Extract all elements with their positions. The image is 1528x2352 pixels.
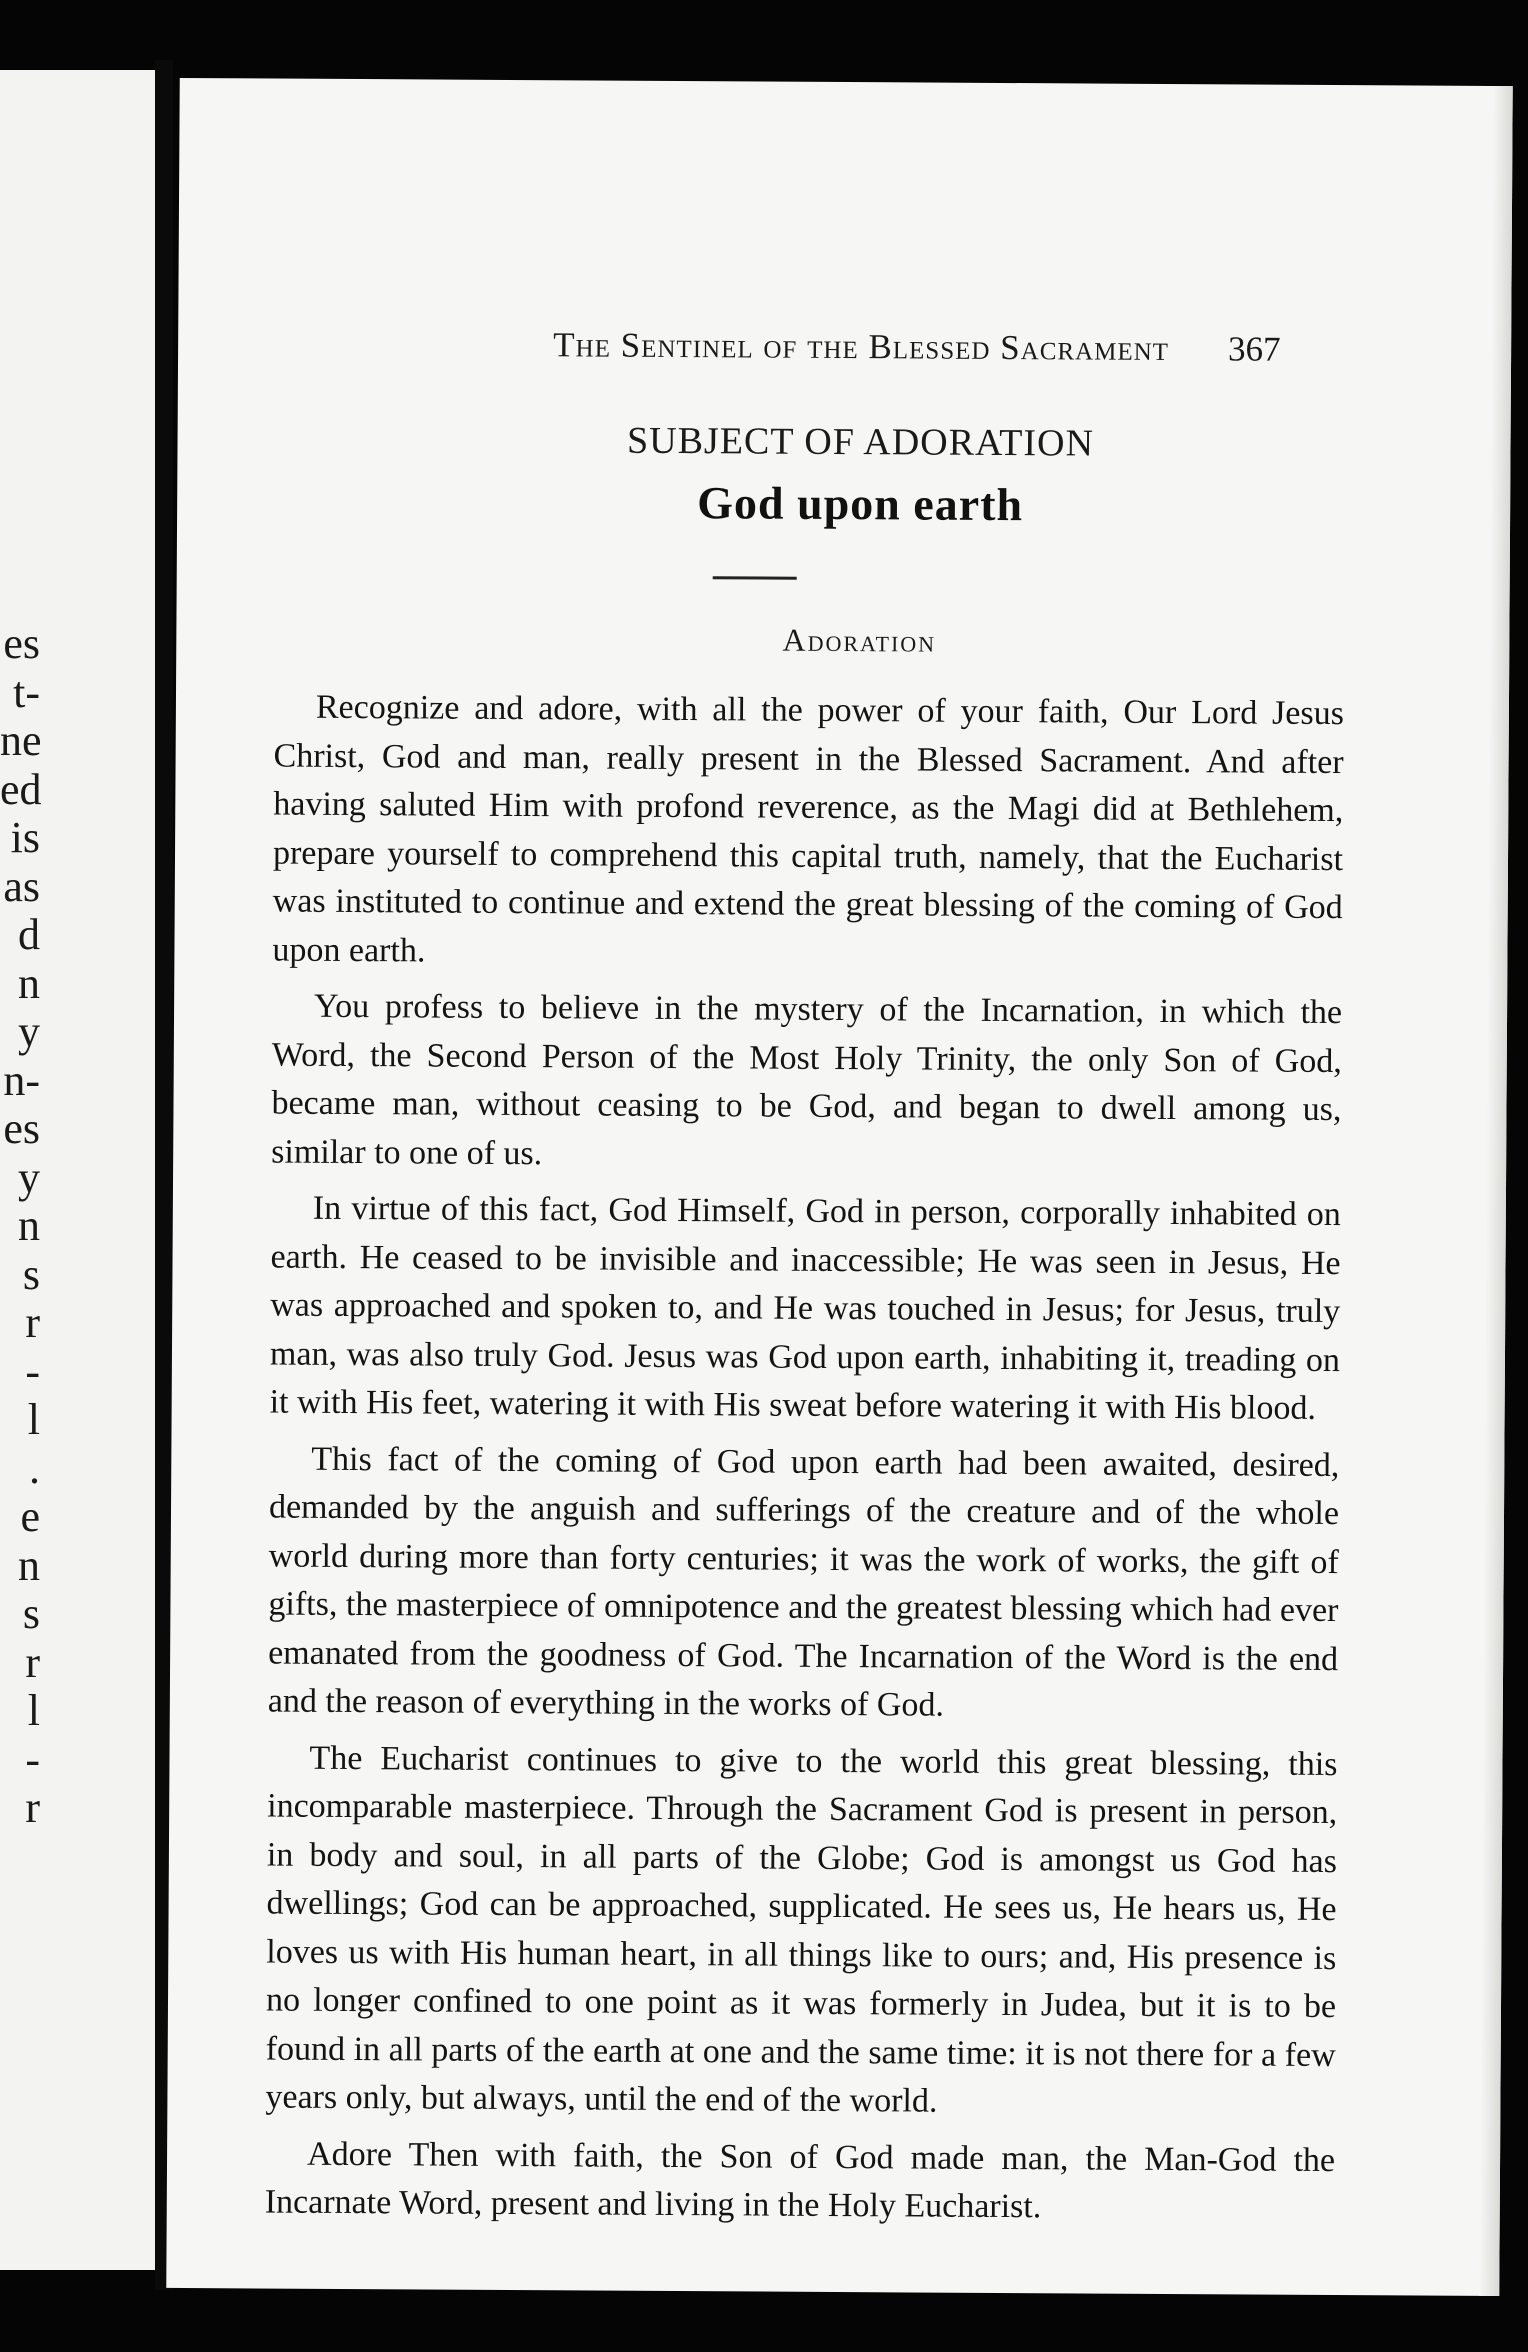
left-fragment: is [10,813,40,862]
left-fragment: n [18,1540,40,1590]
body-text [265,684,1344,2242]
section-heading: Adoration [782,621,937,659]
left-fragment: - [25,1346,40,1396]
left-fragment: ed [0,764,42,814]
left-fragment: ne [0,716,42,765]
page-title: God upon earth [697,477,1024,531]
left-fragment: n- [3,1055,40,1105]
left-fragment: s [22,1589,40,1638]
paragraph: The Eucharist continues to give to the world this great blessing, this incomparable masterpiece. Through the Sacrament God is present in person, in body and soul, in all parts of the Globe; God is amongst us God has dwellings; God can be approached, supplicated. He sees us, He hears us, He loves us with His human heart, in all things like to ours; and, His presence is no longer confined to one point as it was formerly in Judea, but it is to be found in all parts of the earth at one and the same time: it is not there for a few years only, but always, until the end of the world. [265,1739,1338,2120]
left-fragment: es [3,1104,40,1153]
left-fragment: r [25,1637,40,1687]
book-page [166,78,1512,2296]
left-fragment: r [25,1783,40,1832]
left-fragment: t- [13,667,40,717]
paragraph: Adore Then with faith, the Son of God made man, the Man-God the Incarnate Word, present and living in the Holy Eucharist. [264,2135,1336,2226]
left-fragment: n [18,958,40,1008]
paragraph: You profess to believe in the mystery of the Incarnation, in which the Word, the Second Person of the Most Holy Trinity, the only Son of God, became man, without ceasing to be God, and began to dwell among us, similar to one of us. [271,987,1343,1172]
page-edge-shadow [1479,86,1512,2296]
left-fragment: y [18,1152,40,1202]
left-fragment: y [18,1007,40,1056]
paragraph: In virtue of this fact, God Himself, God in person, corporally inhabited on earth. He ceased to be invisible and inaccessible; He was seen in Jesus, He was approached and spoken to, and He was touched in Jesus; for Jesus, truly man, was also truly God. Jesus was God upon earth, inhabiting it, treading on it with His feet, watering it with His sweat before watering it with His blood. [269,1189,1341,1427]
paragraph: This fact of the coming of God upon earth had been awaited, desired, demanded by the anguish and sufferings of the creature and of the whole world during more than forty centuries; it was the work of works, the gift of gifts, the masterpiece of omnipotence and the greatest blessing which had ever emanated from the goodness of God. The Incarnation of the Word is the end and the reason of everything in the works of God. [267,1440,1340,1724]
left-fragment: d [18,910,40,959]
page-number: 367 [1228,329,1281,369]
running-title: The Sentinel of the Blessed Sacrament [553,325,1170,368]
left-fragment: l [27,1686,40,1735]
paragraph: Recognize and adore, with all the power of your faith, Our Lord Jesus Christ, God and man, really present in the Blessed Sacrament. And after having saluted Him with profond reverence, as the Magi did at Bethlehem, prepare yourself to comprehend this capital truth, namely, that the Eucharist was instituted to continue and extend the great blessing of the coming of God upon earth. [272,688,1345,969]
left-fragment: as [3,861,40,911]
left-fragment: - [25,1734,40,1784]
left-fragment: e [20,1492,40,1541]
left-fragment: . [29,1443,40,1493]
subject-heading: SUBJECT OF ADORATION [626,419,1095,465]
divider-rule [713,576,797,580]
left-fragment: s [22,1249,40,1299]
left-page [0,70,155,2270]
left-fragment: n [18,1201,40,1250]
left-fragment: r [25,1298,40,1347]
left-fragment: l [27,1395,40,1444]
left-fragment: es [3,619,40,668]
left-page-text-fragments [0,620,40,1833]
